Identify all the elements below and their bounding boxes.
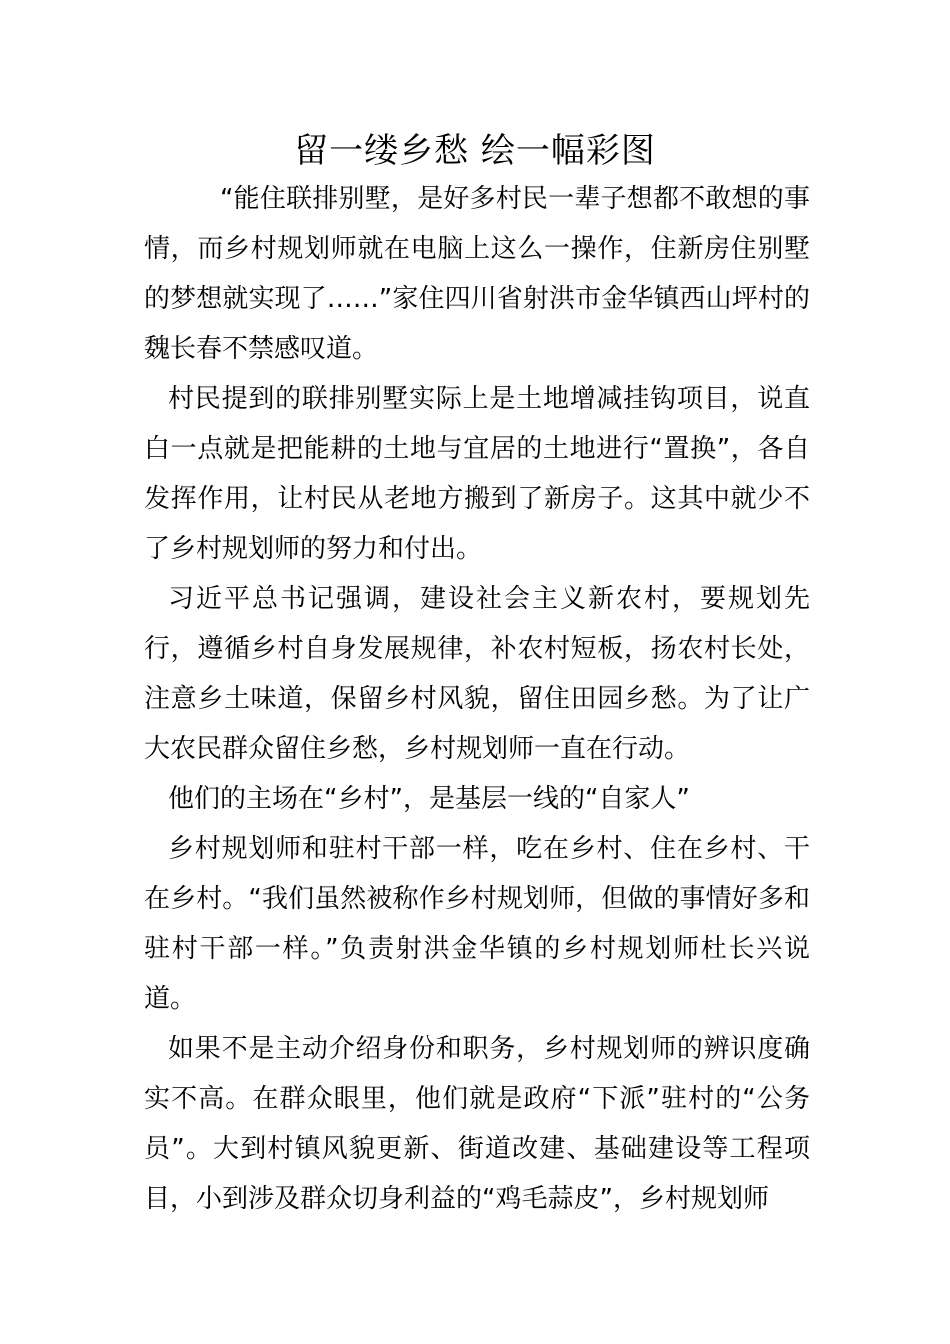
section-heading-home-field: 他们的主场在“乡村”，是基层一线的“自家人” bbox=[168, 784, 690, 814]
document-title: 留一缕乡愁 绘一幅彩图 bbox=[294, 131, 656, 171]
document-body bbox=[144, 174, 810, 1224]
paragraph-identity: 如果不是主动介绍身份和职务，乡村规划师的辨识度确实不高。在群众眼里，他们就是政府“下派”驻村的“公务员”。大到村镇风貌更新、街道改建、基础建设等工程项目，小到涉及群众切身利益的“鸡毛蒜皮”，乡村规划师 bbox=[144, 1034, 810, 1214]
paragraph-xi-quote: 习近平总书记强调，建设社会主义新农村，要规划先行，遵循乡村自身发展规律，补农村短板，扬农村长处，注意乡土味道，保留乡村风貌，留住田园乡愁。为了让广大农民群众留住乡愁，乡村规划师一直在行动。 bbox=[144, 584, 810, 764]
paragraph-townhouse-explanation: 村民提到的联排别墅实际上是土地增减挂钩项目，说直白一点就是把能耕的土地与宜居的土地进行“置换”，各自发挥作用，让村民从老地方搬到了新房子。这其中就少不了乡村规划师的努力和付出。 bbox=[144, 384, 810, 564]
paragraph-intro-quote: “能住联排别墅，是好多村民一辈子想都不敢想的事情，而乡村规划师就在电脑上这么一操作，住新房住别墅的梦想就实现了……”家住四川省射洪市金华镇西山坪村的魏长春不禁感叹道。 bbox=[144, 184, 810, 364]
paragraph-village-cadre: 乡村规划师和驻村干部一样，吃在乡村、住在乡村、干在乡村。“我们虽然被称作乡村规划师，但做的事情好多和驻村干部一样。”负责射洪金华镇的乡村规划师杜长兴说道。 bbox=[144, 834, 810, 1014]
